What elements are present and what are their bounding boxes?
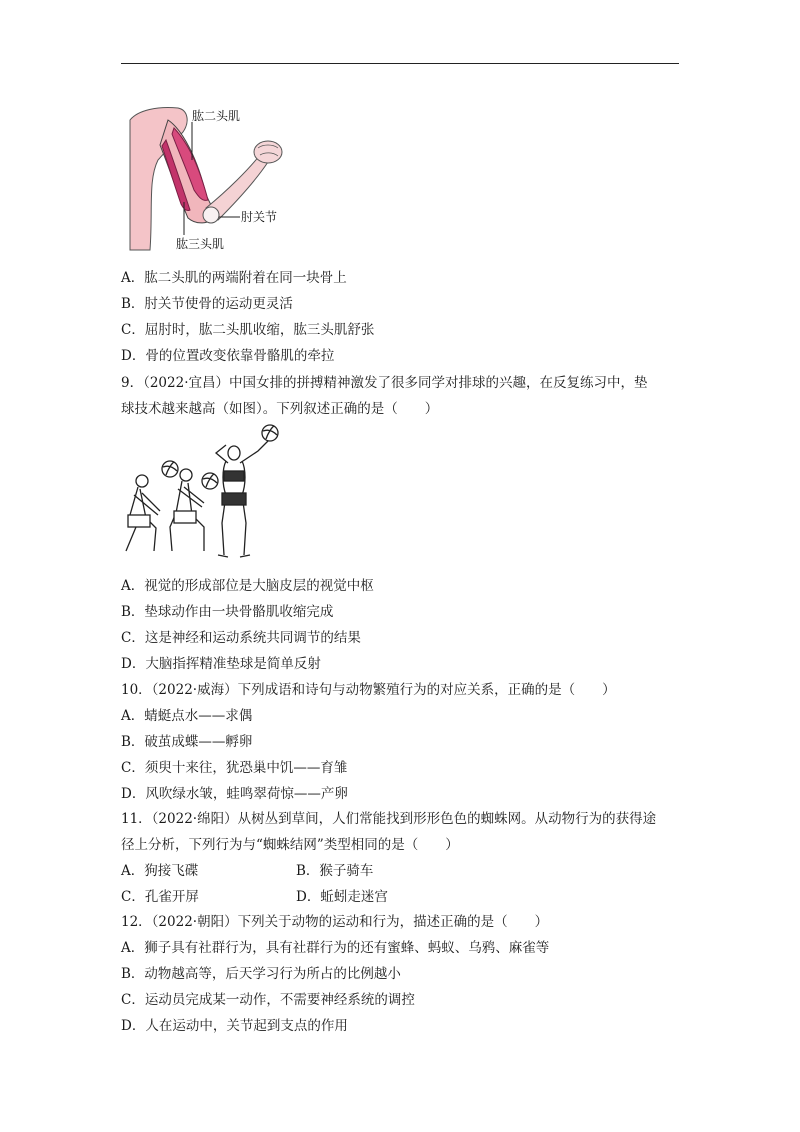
q9-option-c: C．这是神经和运动系统共同调节的结果 (121, 630, 361, 646)
q12-stem: 12．（2022·朝阳）下列关于动物的运动和行为，描述正确的是（ ） (121, 914, 549, 930)
q11-option-b: B．猴子骑车 (296, 863, 374, 879)
q10-option-d: D．风吹绿水皱，蛙鸣翠荷惊——产卵 (121, 786, 348, 802)
q11-stem-line2: 径上分析，下列行为与“蜘蛛结网”类型相同的是（ ） (121, 837, 459, 853)
q9-stem-line2: 球技术越来越高（如图）。下列叙述正确的是（ ） (121, 401, 439, 417)
volleyball-figure (118, 423, 288, 563)
q11-stem-line1: 11．（2022·绵阳）从树丛到草间，人们常能找到形形色色的蜘蛛网。从动物行为的获得途 (121, 811, 657, 827)
q10-option-b: B．破茧成蝶——孵卵 (121, 734, 253, 750)
q8-option-b: B．肘关节使骨的运动更灵活 (121, 296, 293, 312)
q12-option-a: A．狮子具有社群行为，具有社群行为的还有蜜蜂、蚂蚁、乌鸦、麻雀等 (121, 940, 550, 956)
q8-option-a: A．肱二头肌的两端附着在同一块骨上 (121, 270, 347, 286)
q12-option-d: D．人在运动中，关节起到支点的作用 (121, 1018, 348, 1034)
label-biceps: 肱二头肌 (192, 109, 241, 123)
arm-muscle-figure (128, 100, 288, 255)
q8-option-c: C．屈肘时，肱二头肌收缩，肱三头肌舒张 (121, 322, 375, 338)
q12-option-b: B．动物越高等，后天学习行为所占的比例越小 (121, 966, 401, 982)
q11-option-row1 (121, 862, 198, 880)
label-triceps: 肱三头肌 (176, 237, 225, 251)
q9-option-d: D．大脑指挥精准垫球是简单反射 (121, 656, 321, 672)
q10-option-a: A．蜻蜓点水——求偶 (121, 708, 253, 724)
label-elbow-joint: 肘关节 (241, 210, 278, 224)
q9-option-b: B．垫球动作由一块骨骼肌收缩完成 (121, 604, 334, 620)
q10-stem: 10．（2022·威海）下列成语和诗句与动物繁殖行为的对应关系，正确的是（ ） (121, 682, 616, 698)
q8-option-d: D．骨的位置改变依靠骨骼肌的牵拉 (121, 348, 335, 364)
q10-option-c: C．须臾十来往，犹恐巢中饥——育雏 (121, 760, 348, 776)
q12-option-c: C．运动员完成某一动作，不需要神经系统的调控 (121, 992, 415, 1008)
q11-option-c: C．孔雀开屏 (121, 889, 199, 905)
q11-option-a: A．狗接飞碟 (121, 863, 199, 879)
header-rule (121, 63, 679, 64)
q11-option-d: D．蚯蚓走迷宫 (296, 889, 388, 905)
q9-stem-line1: 9．（2022·宜昌）中国女排的拼搏精神激发了很多同学对排球的兴趣，在反复练习中，垫 (121, 375, 648, 391)
q9-option-a: A．视觉的形成部位是大脑皮层的视觉中枢 (121, 578, 374, 594)
